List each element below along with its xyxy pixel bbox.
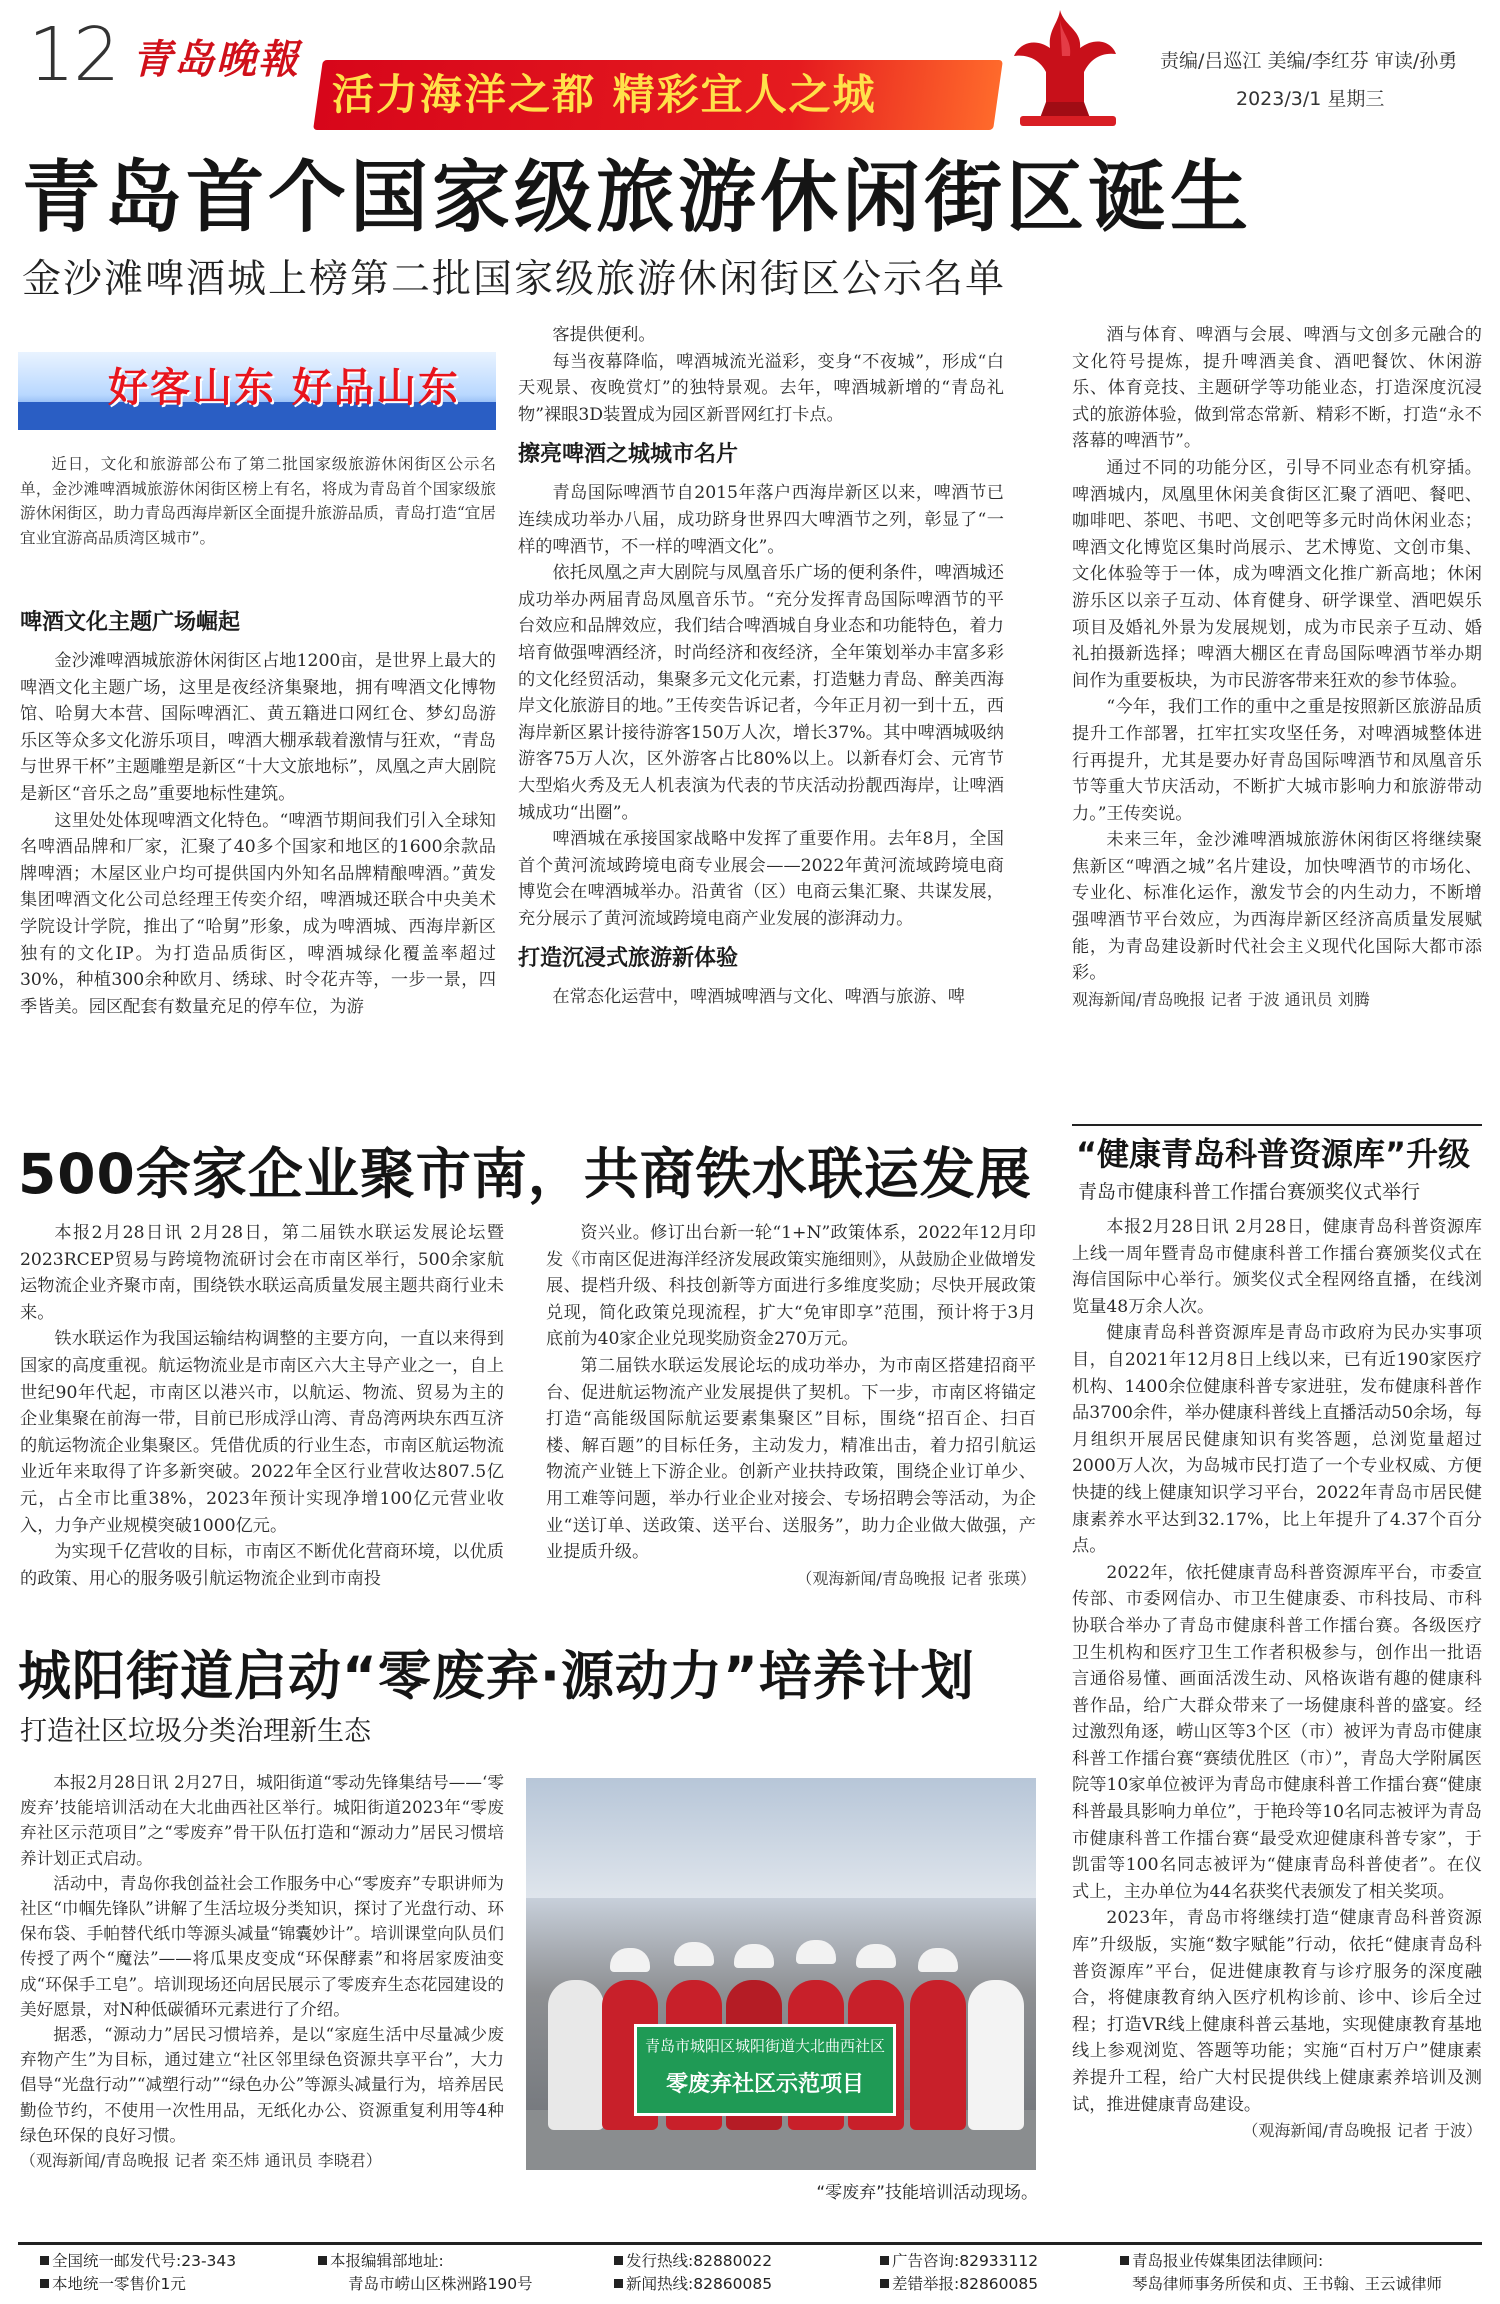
column-divider: [1072, 1124, 1482, 1126]
story4-headline: 城阳街道启动“零废弃·源动力”培养计划: [18, 1646, 975, 1707]
paragraph: 客提供便利。: [552, 325, 656, 345]
paragraph: 未来三年，金沙滩啤酒城旅游休闲街区将继续聚焦新区“啤酒之城”名片建设，加快啤酒节的市场化、专业化、标准化运作，激发节会的内生动力，不断增强啤酒节平台效应，为西海岸新区经济高质量发展赋能，为青岛建设新时代社会主义现代化国际大都市添彩。: [1072, 830, 1482, 984]
paragraph: 在常态化运营中，啤酒城啤酒与文化、啤酒与旅游、啤: [552, 987, 965, 1008]
footer-cell-4: [880, 2250, 1038, 2296]
article-credit: （观海新闻/青岛晚报 记者 于波）: [1242, 2121, 1482, 2141]
bullet-square-icon: [40, 2279, 49, 2288]
lead-column-1: [20, 596, 496, 1020]
story4-subheadline: 打造社区垃圾分类治理新生态: [20, 1716, 371, 1747]
paragraph: “今年，我们工作的重中之重是按照新区旅游品质提升工作部署，扛牢扛实攻坚任务，对啤酒城整体进行再提升，尤其是要办好青岛国际啤酒节和凤凰音乐节等重大节庆活动，不断扩大城市影响力和旅游带动力。”王传奕说。: [1072, 697, 1482, 824]
story2-column-2: [546, 1220, 1036, 1592]
footer-cell-3: [614, 2250, 772, 2296]
article-credit: 观海新闻/青岛晚报 记者 于波 通讯员 刘腾: [1072, 989, 1370, 1009]
paragraph: 本报2月28日讯 2月27日，城阳街道“零动先锋集结号——‘零废弃’技能培训活动在大北曲西社区举行。城阳街道2023年“零废弃社区示范项目”之“零废弃”骨干队伍打造和“源动力”居民习惯培养计划正式启动。: [20, 1773, 504, 1868]
footer-address: 青岛市崂山区株洲路190号: [348, 2275, 533, 2293]
photo-banner-line1: 青岛市城阳区城阳街道大北曲西社区: [644, 2037, 885, 2055]
publication-date: 2023/3/1 星期三: [1236, 88, 1385, 110]
lead-intro: [20, 452, 496, 550]
person-figure: [548, 1980, 604, 2130]
story2-column-1: [20, 1220, 504, 1592]
photo-banner: [634, 2024, 896, 2116]
bullet-square-icon: [614, 2256, 623, 2265]
bullet-square-icon: [1120, 2256, 1129, 2265]
lead-intro-text: 近日，文化和旅游部公布了第二批国家级旅游休闲街区公示名单，金沙滩啤酒城旅游休闲街区榜上有名，将成为青岛首个国家级旅游休闲街区，助力青岛西海岸新区全面提升旅游品质，青岛打造“宜居宜业宜游高品质湾区城市”。: [20, 455, 496, 547]
footer-legal-counsel: 琴岛律师事务所侯和贞、王书翰、王云诚律师: [1132, 2275, 1443, 2293]
paragraph: 活动中，青岛你我创益社会工作服务中心“零废弃”专职讲师为社区“巾帼先锋队”讲解了生活垃圾分类知识，探讨了光盘行动、环保布袋、手帕替代纸巾等源头减量“锦囊妙计”。培训课堂向队员们传授了两个“魔法”——将瓜果皮变成“环保酵素”和将居家废油变成“环保手工皂”。培训现场还向居民展示了零废弃生态花园建设的美好愿景，对N种低碳循环元素进行了介绍。: [20, 1873, 504, 2019]
story3-headline: “健康青岛科普资源库”升级: [1076, 1135, 1471, 1173]
bullet-square-icon: [318, 2256, 327, 2265]
paragraph: 通过不同的功能分区，引导不同业态有机穿插。啤酒城内，凤凰里休闲美食街区汇聚了酒吧、餐吧、咖啡吧、茶吧、书吧、文创吧等多元时尚休闲业态；啤酒文化博览区集时尚展示、艺术博览、文创市集、文化体验等于一体，成为啤酒文化推广新高地；休闲游乐区以亲子互动、体育健身、研学课堂、酒吧娱乐项目及婚礼外景为发展规划，成为市民亲子互动、婚礼拍摄新选择；啤酒大棚区在青岛国际啤酒节举办期间作为重要板块，为市民游客带来狂欢的参节体验。: [1072, 457, 1482, 691]
paragraph: 依托凤凰之声大剧院与凤凰音乐广场的便利条件，啤酒城还成功举办两届青岛凤凰音乐节。“充分发挥青岛国际啤酒节的平台效应和品牌效应，我们结合啤酒城自身业态和功能特色，着力培育做强啤酒经济，时尚经济和夜经济，全年策划举办丰富多彩的文化经贸活动，集聚多元文化元素，打造魅力青岛、醉美西海岸文化旅游目的地。”王传奕告诉记者，今年正月初一到十五，西海岸新区累计接待游客150万人次，增长37%。其中啤酒城吸纳游客75万人次，区外游客占比80%以上。以新春灯会、元宵节大型焰火秀及无人机表演为代表的节庆活动扮靓西海岸，让啤酒城成功“出圈”。: [518, 563, 1004, 823]
bullet-square-icon: [40, 2256, 49, 2265]
paragraph: 本报2月28日讯 2月28日，第二届铁水联运发展论坛暨2023RCEP贸易与跨境物流研讨会在市南区举行，500余家航运物流企业齐聚市南，围绕铁水联运高质量发展主题共商行业未来。: [20, 1223, 504, 1323]
footer-news-hotline: 新闻热线:82860085: [626, 2275, 773, 2293]
photo-banner-line2: 零废弃社区示范项目: [665, 2072, 864, 2097]
paragraph: 铁水联运作为我国运输结构调整的主要方向，一直以来得到国家的高度重视。航运物流业是市南区六大主导产业之一，自上世纪90年代起，市南区以港兴市，以航运、物流、贸易为主的企业集聚在前海一带，目前已形成浮山湾、青岛湾两块东西互济的航运物流企业集聚区。凭借优质的行业生态，市南区航运物流业近年来取得了许多新突破。2022年全区行业营收达807.5亿元，占全市比重38%，2023年预计实现净增100亿元营业收入，力争产业规模突破1000亿元。: [20, 1329, 504, 1536]
footer-retail-price: 本地统一零售价1元: [52, 2275, 186, 2293]
story3-body: [1072, 1214, 1482, 2145]
person-figure: [910, 1980, 966, 2130]
paragraph: 第二届铁水联运发展论坛的成功举办，为市南区搭建招商平台、促进航运物流产业发展提供了契机。下一步，市南区将锚定打造“高能级国际航运要素集聚区”目标，围绕“招百企、扫百楼、解百题”的目标任务，主动发力，精准出击，着力招引航运物流产业链上下游企业。创新产业扶持政策，围绕企业订单少、用工难等问题，举办行业企业对接会、专场招聘会等活动，为企业“送订单、送政策、送平台、送服务”，助力企业做大做强，产业提质升级。: [546, 1355, 1036, 1563]
footer-cell-5: [1120, 2250, 1442, 2296]
section-subtitle: 擦亮啤酒之城城市名片: [518, 442, 739, 468]
paragraph: 金沙滩啤酒城旅游休闲街区占地1200亩，是世界上最大的啤酒文化主题广场，这里是夜经济集聚地，拥有啤酒文化博物馆、哈舅大本营、国际啤酒汇、黄五籍进口网红仓、梦幻岛游乐区等众多文化游乐项目，啤酒大棚承载着激情与狂欢，“青岛与世界干杯”主题雕塑是新区“十大文旅地标”，凤凰之声大剧院是新区“音乐之岛”重要地标性建筑。: [20, 651, 496, 804]
paragraph: 啤酒城在承接国家战略中发挥了重要作用。去年8月，全国首个黄河流域跨境电商专业展会——2022年黄河流域跨境电商博览会在啤酒城举办。沿黄省（区）电商云集汇聚、共谋发展，充分展示了黄河流域跨境电商产业发展的澎湃动力。: [518, 829, 1004, 929]
footer-address-label: 本报编辑部地址:: [330, 2252, 444, 2270]
paragraph: 据悉，“源动力”居民习惯培养，是以“家庭生活中尽量减少废弃物产生”为目标，通过建立“社区邻里绿色资源共享平台”，大力倡导“光盘行动”“减塑行动”“绿色办公”等源头减量行为，培养居民勤俭节约，不使用一次性用品，无纸化办公、资源重复利用等4种绿色环保的良好习惯。: [20, 2025, 504, 2145]
footer-ad-hotline: 广告咨询:82933112: [892, 2252, 1039, 2270]
footer-postal-code: 全国统一邮发代号:23-343: [52, 2252, 237, 2270]
story4-body: [20, 1770, 504, 2173]
story2-headline: 500余家企业聚市南，共商铁水联运发展: [18, 1142, 1032, 1206]
lead-subheadline: 金沙滩啤酒城上榜第二批国家级旅游休闲街区公示名单: [22, 257, 1007, 302]
page-number: 12: [28, 12, 119, 98]
paragraph: 健康青岛科普资源库是青岛市政府为民办实事项目，自2021年12月8日上线以来，已有近190家医疗机构、1400余位健康科普专家进驻，发布健康科普作品3700余件，举办健康科普线上直播活动50余场，每月组织开展居民健康知识有奖答题，总浏览量超过2000万人次，为岛城市民打造了一个专业权威、方便快捷的线上健康知识学习平台，2022年青岛市居民健康素养水平达到32.17%，比上年提升了4.37个百分点。: [1072, 1323, 1482, 1557]
person-figure: [968, 1980, 1024, 2130]
section-subtitle: 打造沉浸式旅游新体验: [518, 946, 739, 972]
promo-banner: [18, 352, 496, 430]
footer-rule: [18, 2242, 1482, 2245]
footer-error-report: 差错举报:82860085: [892, 2275, 1039, 2293]
lead-column-2: [518, 322, 1004, 1011]
paragraph: 青岛国际啤酒节自2015年落户西海岸新区以来，啤酒节已连续成功举办八届，成功跻身世界四大啤酒节之列，彰显了“一样的啤酒节，不一样的啤酒文化”。: [518, 483, 1004, 557]
landmark-tower-icon: [1000, 6, 1130, 132]
promo-text: 好客山东 好品山东: [108, 365, 460, 411]
chef-hat: [674, 1942, 714, 1966]
footer-legal-label: 青岛报业传媒集团法律顾问:: [1132, 2252, 1324, 2270]
article-credit: （观海新闻/青岛晚报 记者 张瑛）: [796, 1568, 1036, 1588]
editor-credits: 责编/吕巡江 美编/李红芬 审读/孙勇: [1160, 50, 1458, 72]
lead-column-3: [1072, 322, 1482, 1013]
paragraph: 资兴业。修订出台新一轮“1+N”政策体系，2022年12月印发《市南区促进海洋经济发展政策实施细则》，从鼓励企业做增发展、提档升级、科技创新等方面进行多维度奖励；尽快开展政策兑现，简化政策兑现流程，扩大“免审即享”范围，预计将于3月底前为40家企业兑现奖励资金270万元。: [546, 1223, 1036, 1350]
photo-background: [526, 1778, 1036, 1898]
paragraph: 2023年，青岛市将继续打造“健康青岛科普资源库”升级版，实施“数字赋能”行动，依托“健康青岛科普资源库”平台，促进健康教育与诊疗服务的深度融合，将健康教育纳入医疗机构诊前、诊中、诊后全过程；打造VR线上健康科普云基地，实现健康教育基地线上参观浏览、答题等功能；实施“百村万户”健康素养提升工程，给广大村民提供线上健康素养培训及测试，推进健康青岛建设。: [1072, 1908, 1482, 2115]
paragraph: 2022年，依托健康青岛科普资源库平台，市委宣传部、市委网信办、市卫生健康委、市科技局、市科协联合举办了青岛市健康科普工作擂台赛。各级医疗卫生机构和医疗卫生工作者积极参与，创作出一批语言通俗易懂、画面活泼生动、风格诙谐有趣的健康科普作品，给广大群众带来了一场健康科普的盛宴。经过激烈角逐，崂山区等3个区（市）被评为青岛市健康科普工作擂台赛“赛绩优胜区（市）”，青岛大学附属医院等10家单位被评为青岛市健康科普工作擂台赛“健康科普最具影响力单位”，于艳玲等10名同志被评为青岛市健康科普工作擂台赛“最受欢迎健康科普专家”，于凯雷等100名同志被评为“健康青岛科普使者”。在仪式上，主办单位为44名获奖代表颁发了相关奖项。: [1072, 1562, 1482, 1902]
photo-caption: “零废弃”技能培训活动现场。: [816, 2183, 1038, 2203]
event-photo: [526, 1778, 1036, 2170]
chef-hat: [734, 1944, 774, 1968]
chef-hat: [918, 1948, 958, 1972]
paragraph: 每当夜幕降临，啤酒城流光溢彩，变身“不夜城”，形成“白天观景、夜晚赏灯”的独特景观。去年，啤酒城新增的“青岛礼物”裸眼3D装置成为园区新晋网红打卡点。: [518, 351, 1004, 425]
section-subtitle: 啤酒文化主题广场崛起: [20, 610, 241, 635]
chef-hat: [856, 1944, 896, 1968]
paragraph: 本报2月28日讯 2月28日，健康青岛科普资源库上线一周年暨青岛市健康科普工作擂台赛颁奖仪式在海信国际中心举行。颁奖仪式全程网络直播，在线浏览量48万余人次。: [1072, 1217, 1482, 1317]
paragraph: 酒与体育、啤酒与会展、啤酒与文创多元融合的文化符号提炼，提升啤酒美食、酒吧餐饮、休闲游乐、体育竞技、主题研学等功能业态，打造深度沉浸式的旅游体验，做到常态常新、精彩不断，打造“永不落幕的啤酒节”。: [1072, 325, 1482, 452]
bullet-square-icon: [880, 2256, 889, 2265]
newspaper-logo: 青岛晚報: [132, 36, 300, 83]
footer-distribution-hotline: 发行热线:82880022: [626, 2252, 773, 2270]
chef-hat: [610, 1948, 650, 1972]
bullet-square-icon: [880, 2279, 889, 2288]
paragraph: 为实现千亿营收的目标，市南区不断优化营商环境，以优质的政策、用心的服务吸引航运物流企业到市南投: [20, 1542, 504, 1589]
lead-headline: 青岛首个国家级旅游休闲街区诞生: [22, 153, 1253, 243]
article-credit: （观海新闻/青岛晚报 记者 栾丕炜 通讯员 李晓君）: [20, 2151, 382, 2171]
story3-subheadline: 青岛市健康科普工作擂台赛颁奖仪式举行: [1078, 1181, 1421, 1203]
footer-cell-2: [318, 2250, 533, 2296]
bullet-square-icon: [614, 2279, 623, 2288]
paragraph: 这里处处体现啤酒文化特色。“啤酒节期间我们引入全球知名啤酒品牌和厂家，汇聚了40多个国家和地区的1600余款品牌啤酒；木屋区业户均可提供国内外知名品牌精酿啤酒。”黄发集团啤酒文化公司总经理王传奕介绍，啤酒城还联合中央美术学院设计学院，推出了“哈舅”形象，成为啤酒城、西海岸新区独有的文化IP。为打造品质街区，啤酒城绿化覆盖率超过30%，种植300余种欧月、绣球、时令花卉等，一步一景，四季皆美。园区配套有数量充足的停车位，为游: [20, 810, 496, 1017]
chef-hat: [796, 1940, 836, 1964]
slogan-text: 活力海洋之都 精彩宜人之城: [332, 70, 877, 119]
footer-cell-1: [40, 2250, 236, 2296]
